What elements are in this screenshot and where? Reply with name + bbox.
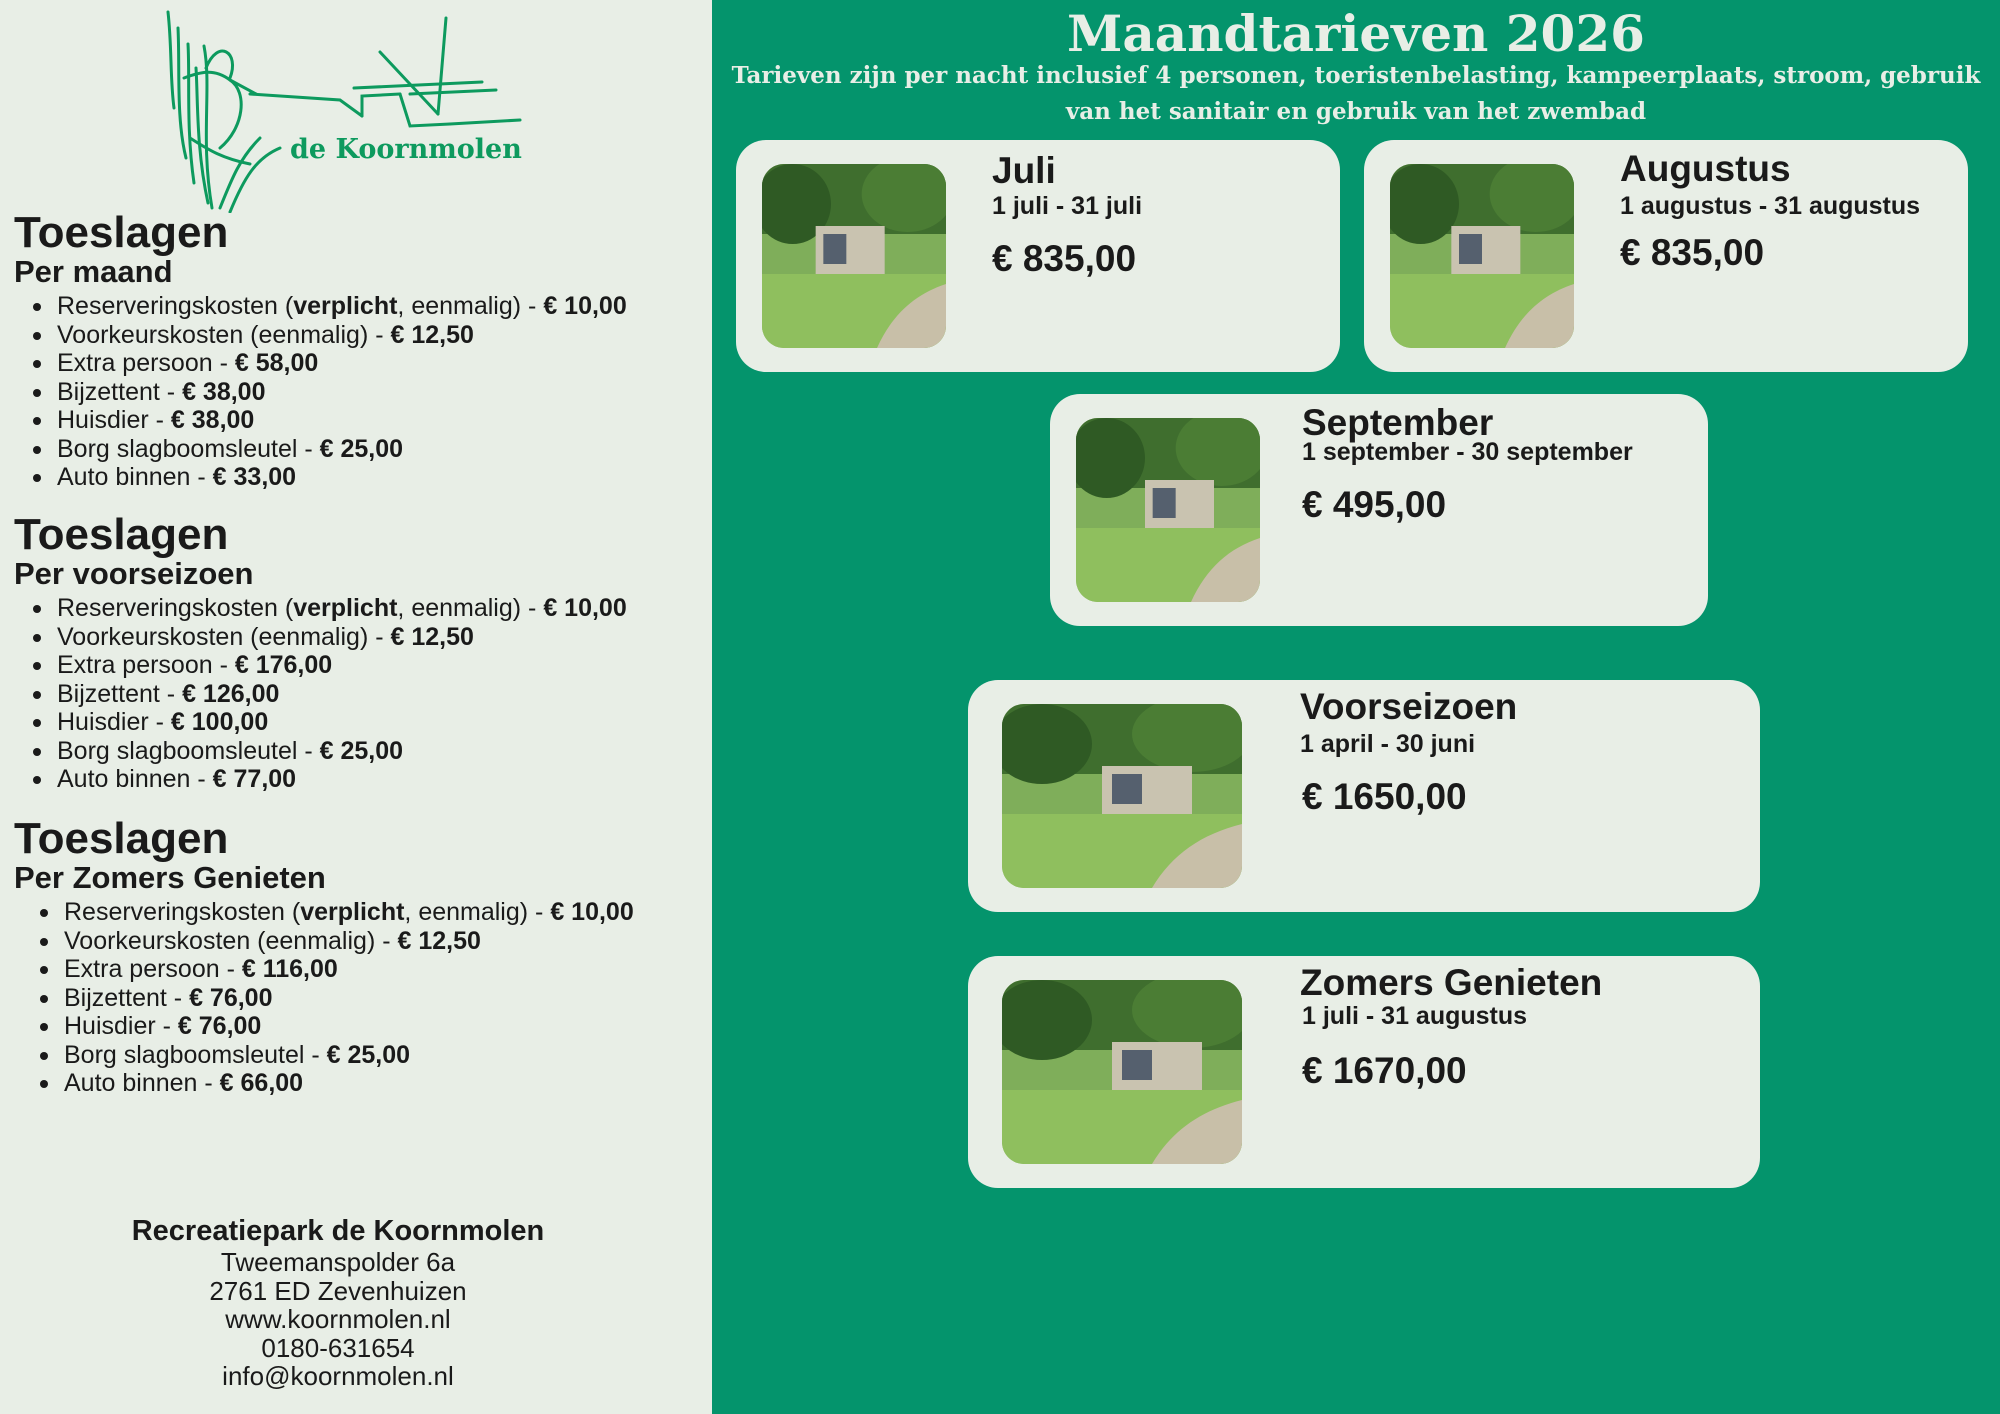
campsite-scene-icon xyxy=(1002,704,1242,888)
surcharge-item xyxy=(64,927,634,956)
surcharge-label: verplicht xyxy=(293,292,398,320)
koornmolen-logo xyxy=(160,8,540,213)
surcharges-zomers-genieten xyxy=(14,816,634,1098)
surcharge-label: Bijzettent - xyxy=(57,377,183,406)
surcharge-item xyxy=(57,765,627,794)
rate-card-september xyxy=(1050,394,1708,626)
rate-card-juli xyxy=(736,140,1340,372)
surcharge-price: € 126,00 xyxy=(182,679,280,708)
rate-price: € 835,00 xyxy=(1620,232,1765,273)
email-link[interactable]: info@koornmolen.nl xyxy=(222,1361,454,1391)
surcharge-item xyxy=(57,737,627,766)
campsite-photo xyxy=(1390,164,1574,348)
surcharges-pre-season xyxy=(14,512,627,794)
surcharge-label: Borg slagboomsleutel - xyxy=(64,1040,327,1069)
surcharges-per-month xyxy=(14,210,627,492)
section-title: Toeslagen xyxy=(14,510,229,559)
surcharge-item xyxy=(57,435,627,464)
surcharge-label: verplicht xyxy=(293,594,398,622)
rate-title: Voorseizoen xyxy=(1300,686,1518,727)
surcharge-price: € 76,00 xyxy=(189,983,273,1012)
surcharge-label: Extra persoon - xyxy=(57,349,235,377)
surcharge-price: € 100,00 xyxy=(170,708,269,736)
rate-card-augustus xyxy=(1364,140,1968,372)
surcharge-item xyxy=(57,623,627,652)
postal-city: 2761 ED Zevenhuizen xyxy=(209,1275,467,1306)
rate-title: Zomers Genieten xyxy=(1300,962,1603,1003)
surcharge-item xyxy=(57,321,627,350)
surcharge-price: € 77,00 xyxy=(212,765,297,793)
rate-title: Augustus xyxy=(1620,148,1791,189)
surcharge-label: , eenmalig) - xyxy=(404,898,551,926)
surcharge-item xyxy=(64,1012,634,1041)
surcharge-item xyxy=(64,984,634,1013)
website-link[interactable]: www.koornmolen.nl xyxy=(225,1304,451,1334)
surcharge-list xyxy=(14,594,627,794)
surcharge-price: € 12,50 xyxy=(390,622,474,651)
left-panel xyxy=(0,0,712,1414)
surcharge-list xyxy=(14,898,634,1098)
campsite-photo xyxy=(762,164,946,348)
surcharge-item xyxy=(57,406,627,435)
park-name: Recreatiepark de Koornmolen xyxy=(131,1215,545,1247)
surcharge-price: € 25,00 xyxy=(326,1040,411,1069)
surcharge-item xyxy=(64,1069,634,1098)
campsite-photo xyxy=(1076,418,1260,602)
surcharge-label: Voorkeurskosten (eenmalig) - xyxy=(57,622,391,651)
surcharge-label: Bijzettent - xyxy=(57,679,183,708)
rate-title: September xyxy=(1302,402,1494,443)
surcharge-label: Reserveringskosten ( xyxy=(57,594,294,622)
page-subtitle: Tarieven zijn per nacht inclusief 4 personen, toeristenbelasting, kampeerplaats, stroom, gebruik van het sanitair en gebruik van het zwembad xyxy=(731,62,1981,125)
rate-card-zomers-genieten xyxy=(968,956,1760,1188)
rate-card-voorseizoen xyxy=(968,680,1760,912)
surcharge-label: Extra persoon - xyxy=(57,651,235,679)
surcharge-item xyxy=(57,708,627,737)
surcharge-label: verplicht xyxy=(300,898,405,926)
campsite-photo xyxy=(1002,704,1242,888)
rate-price: € 1650,00 xyxy=(1302,776,1467,817)
rate-price: € 495,00 xyxy=(1302,484,1447,525)
section-title: Toeslagen xyxy=(14,208,229,257)
rate-date-range: 1 augustus - 31 augustus xyxy=(1620,192,1921,220)
surcharge-price: € 66,00 xyxy=(219,1069,304,1097)
surcharge-label: , eenmalig) - xyxy=(397,594,544,622)
page-title: Maandtarieven 2026 xyxy=(1067,4,1645,63)
phone-number[interactable]: 0180-631654 xyxy=(261,1332,415,1363)
campsite-scene-icon xyxy=(1390,164,1574,348)
rate-price: € 1670,00 xyxy=(1302,1050,1467,1091)
surcharge-item xyxy=(57,378,627,407)
surcharge-label: Auto binnen - xyxy=(57,765,213,793)
surcharge-label: , eenmalig) - xyxy=(397,292,544,320)
surcharge-label: Auto binnen - xyxy=(64,1069,220,1097)
surcharge-label: Voorkeurskosten (eenmalig) - xyxy=(64,926,398,955)
surcharge-label: Borg slagboomsleutel - xyxy=(57,736,320,765)
surcharge-item xyxy=(57,463,627,492)
rate-date-range: 1 juli - 31 augustus xyxy=(1302,1002,1528,1030)
section-subtitle: Per maand xyxy=(14,254,173,289)
rate-date-range: 1 juli - 31 juli xyxy=(992,192,1143,220)
surcharge-price: € 12,50 xyxy=(397,926,481,955)
surcharge-price: € 10,00 xyxy=(543,594,627,622)
surcharge-price: € 25,00 xyxy=(319,434,404,463)
section-title: Toeslagen xyxy=(14,814,229,863)
surcharge-label: Bijzettent - xyxy=(64,983,190,1012)
surcharge-price: € 25,00 xyxy=(319,736,404,765)
surcharge-label: Borg slagboomsleutel - xyxy=(57,434,320,463)
rate-date-range: 1 april - 30 juni xyxy=(1300,730,1476,758)
surcharge-item xyxy=(57,594,627,623)
surcharge-label: Huisdier - xyxy=(64,1012,178,1040)
surcharge-item xyxy=(64,1041,634,1070)
surcharge-price: € 12,50 xyxy=(390,320,474,349)
section-subtitle: Per Zomers Genieten xyxy=(14,860,326,895)
surcharge-price: € 76,00 xyxy=(177,1012,262,1040)
rate-date-range: 1 september - 30 september xyxy=(1302,438,1633,466)
campsite-scene-icon xyxy=(1076,418,1260,602)
surcharge-price: € 33,00 xyxy=(212,463,297,491)
surcharge-item xyxy=(64,955,634,984)
surcharge-item xyxy=(64,898,634,927)
surcharge-label: Reserveringskosten ( xyxy=(57,292,294,320)
surcharge-price: € 10,00 xyxy=(543,292,627,320)
surcharge-price: € 10,00 xyxy=(550,898,634,926)
surcharge-price: € 176,00 xyxy=(234,651,333,679)
campsite-scene-icon xyxy=(1002,980,1242,1164)
surcharge-item xyxy=(57,349,627,378)
surcharge-label: Voorkeurskosten (eenmalig) - xyxy=(57,320,391,349)
surcharge-label: Huisdier - xyxy=(57,406,171,434)
surcharge-label: Huisdier - xyxy=(57,708,171,736)
surcharge-price: € 38,00 xyxy=(182,377,266,406)
street-address: Tweemanspolder 6a xyxy=(220,1247,456,1277)
section-subtitle: Per voorseizoen xyxy=(14,556,254,591)
surcharge-list xyxy=(14,292,627,492)
surcharge-price: € 58,00 xyxy=(234,349,319,377)
campsite-scene-icon xyxy=(762,164,946,348)
surcharge-label: Reserveringskosten ( xyxy=(64,898,301,926)
logo-text: de Koornmolen xyxy=(290,134,522,165)
contact-block xyxy=(0,1214,676,1391)
rates-panel xyxy=(712,0,2000,1414)
surcharge-label: Auto binnen - xyxy=(57,463,213,491)
campsite-photo xyxy=(1002,980,1242,1164)
surcharge-item xyxy=(57,680,627,709)
surcharge-item xyxy=(57,292,627,321)
surcharge-price: € 116,00 xyxy=(241,955,338,983)
surcharge-label: Extra persoon - xyxy=(64,955,242,983)
surcharge-item xyxy=(57,651,627,680)
surcharge-price: € 38,00 xyxy=(170,406,255,434)
rate-price: € 835,00 xyxy=(992,238,1137,279)
rate-title: Juli xyxy=(992,150,1056,191)
